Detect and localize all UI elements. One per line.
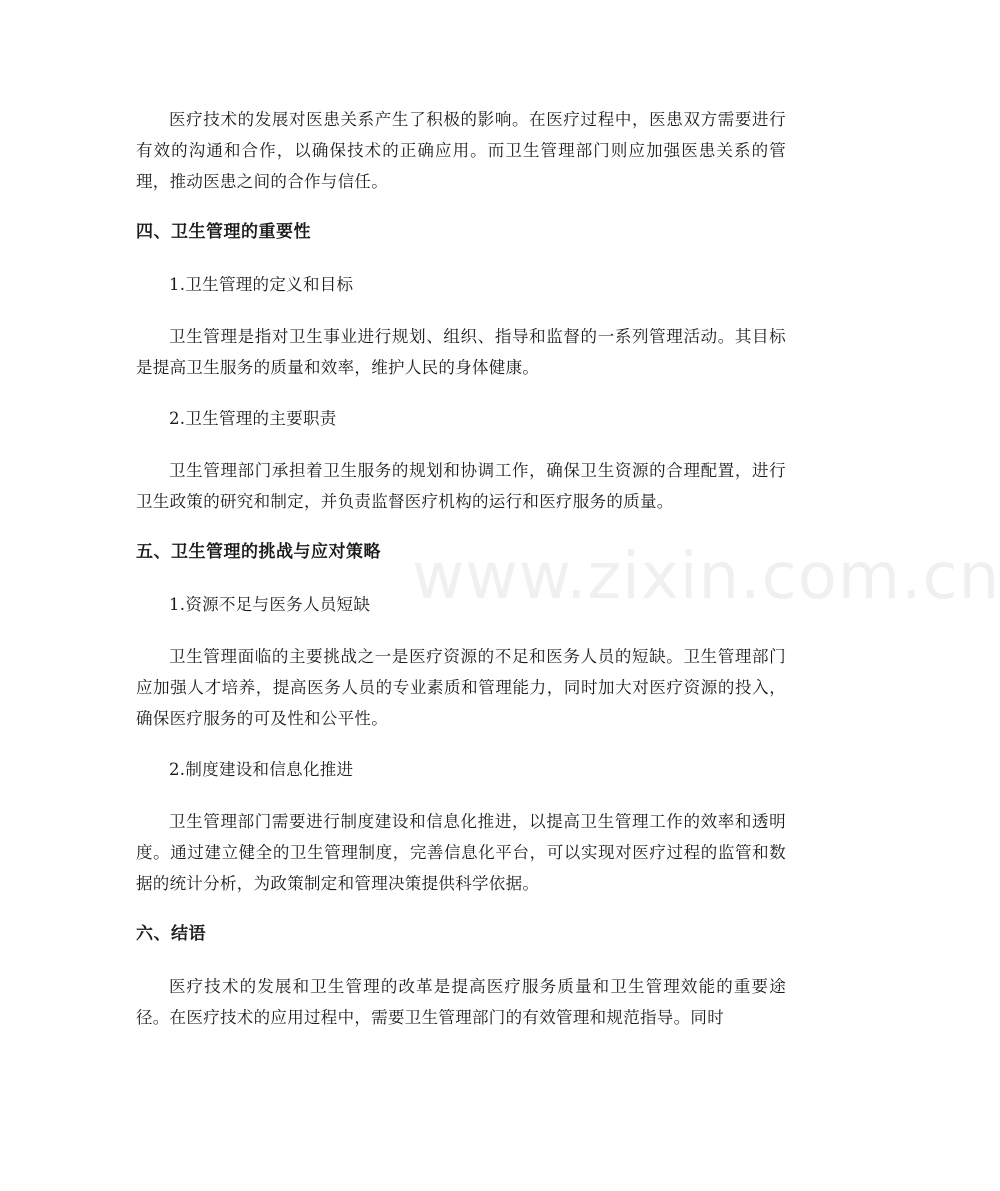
subheading-main-duties: 2.卫生管理的主要职责 bbox=[169, 409, 337, 428]
paragraph-conclusion: 医疗技术的发展和卫生管理的改革是提高医疗服务质量和卫生管理效能的重要途径。在医疗技术的应用过程中，需要卫生管理部门的有效管理和规范指导。同时 bbox=[136, 977, 786, 1027]
section-heading-conclusion: 六、结语 bbox=[136, 924, 206, 944]
paragraph-system-informatization: 卫生管理部门需要进行制度建设和信息化推进，以提高卫生管理工作的效率和透明度。通过建立健全的卫生管理制度，完善信息化平台，可以实现对医疗过程的监管和数据的统计分析，为政策制定和管理决策提供科学依据。 bbox=[136, 812, 786, 893]
watermark-text: www.zixin.com.cn bbox=[412, 540, 1000, 614]
paragraph-definition: 卫生管理是指对卫生事业进行规划、组织、指导和监督的一系列管理活动。其目标是提高卫生服务的质量和效率，维护人民的身体健康。 bbox=[136, 327, 786, 377]
paragraph-doctor-patient-relation: 医疗技术的发展对医患关系产生了积极的影响。在医疗过程中，医患双方需要进行有效的沟通和合作，以确保技术的正确应用。而卫生管理部门则应加强医患关系的管理，推动医患之间的合作与信任。 bbox=[136, 110, 786, 191]
section-heading-importance: 四、卫生管理的重要性 bbox=[136, 222, 311, 242]
paragraph-resource-shortage: 卫生管理面临的主要挑战之一是医疗资源的不足和医务人员的短缺。卫生管理部门应加强人才培养，提高医务人员的专业素质和管理能力，同时加大对医疗资源的投入，确保医疗服务的可及性和公平性。 bbox=[136, 647, 786, 728]
subheading-system-informatization: 2.制度建设和信息化推进 bbox=[169, 760, 354, 779]
section-heading-challenges: 五、卫生管理的挑战与应对策略 bbox=[136, 542, 381, 562]
paragraph-duties: 卫生管理部门承担着卫生服务的规划和协调工作，确保卫生资源的合理配置，进行卫生政策的研究和制定，并负责监督医疗机构的运行和医疗服务的质量。 bbox=[136, 461, 786, 511]
subheading-definition-goals: 1.卫生管理的定义和目标 bbox=[169, 275, 354, 294]
document-body bbox=[136, 104, 786, 1053]
subheading-resource-shortage: 1.资源不足与医务人员短缺 bbox=[169, 595, 371, 614]
